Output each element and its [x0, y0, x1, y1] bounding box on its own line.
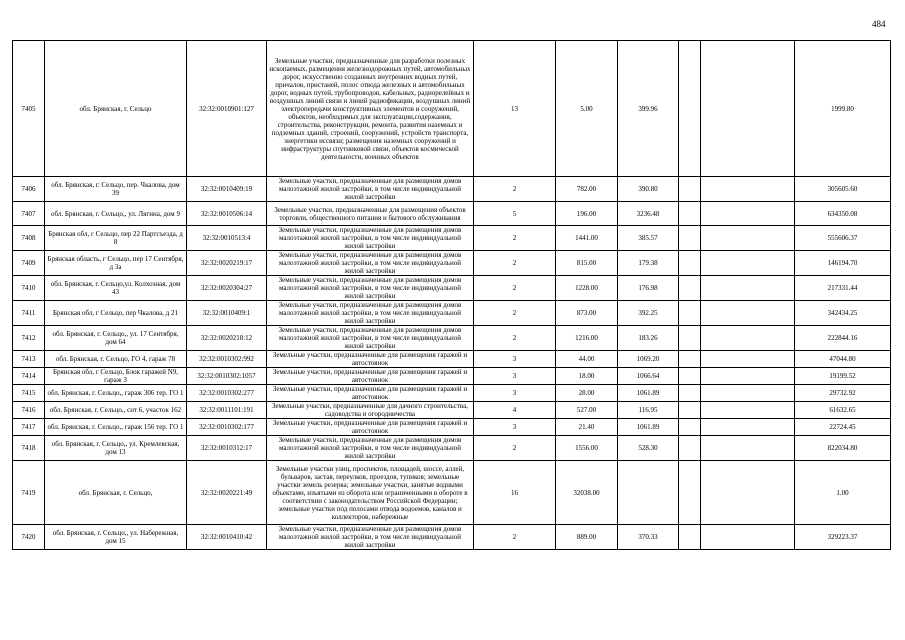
unit-value-cell: 370.33 [618, 525, 679, 550]
empty-cell [701, 419, 795, 436]
cadastral-value-cell: 822034.80 [795, 436, 891, 461]
row-number-cell: 7417 [13, 419, 45, 436]
category-cell: 2 [474, 326, 556, 351]
cadastral-value-cell: 329223.37 [795, 525, 891, 550]
area-cell: 28.00 [556, 385, 618, 402]
empty-cell [701, 177, 795, 202]
empty-cell [679, 202, 701, 226]
row-number-cell: 7410 [13, 276, 45, 301]
row-number-cell: 7418 [13, 436, 45, 461]
cadastral-number-cell: 32:32:0010410:42 [187, 525, 267, 550]
row-number-cell: 7413 [13, 351, 45, 368]
unit-value-cell: 1066.64 [618, 368, 679, 385]
cadastral-number-cell: 32:32:0010513:4 [187, 226, 267, 251]
table-row [13, 461, 891, 525]
cadastral-value-cell: 47044.80 [795, 351, 891, 368]
address-cell: обл. Брянская, г. Сельцо,, гараж 156 тер. ГО 1 [45, 419, 187, 436]
table-row [13, 251, 891, 276]
cadastral-number-cell: 32:32:0020221:49 [187, 461, 267, 525]
land-use-cell: Земельные участки, предназначенные для размещения домов малоэтажной жилой застройки, в том числе индивидуальной жилой застройки [267, 226, 474, 251]
land-use-cell: Земельные участки, предназначенные для разработки полезных ископаемых, размещения железнодорожных путей, автомобильных дорог, искусственно созданных внутренних водных путей, причалов, пристаней, полос отвода железных и автомобильных дорог, водных путей, трубопроводов, кабельных, радиорелейных и воздушных линий связи и линий радиофикации, воздушных линий электропередачи конструктивных элементов и сооружений, объектов, необходимых для эксплуатации,содержания, строительства, реконструкции, ремонта, развития наземных и подземных зданий, строений, сооружений, устройств транспорта, энергетики иссвязи; размещения наземных сооружений и инфраструктуры спутниковой связи, объектов космической деятельности, военных объектов [267, 41, 474, 177]
address-cell: обл. Брянская, г. Сельцо,, ул. Кремлевская, дом 13 [45, 436, 187, 461]
category-cell: 2 [474, 525, 556, 550]
cadastral-value-cell: 217331.44 [795, 276, 891, 301]
cadastral-value-cell: 22724.45 [795, 419, 891, 436]
table-body [13, 41, 891, 550]
table-row [13, 177, 891, 202]
empty-cell [679, 251, 701, 276]
cadastral-number-cell: 32:32:0020218:12 [187, 326, 267, 351]
address-cell: обл. Брянская, г. Сельцо,ул. Колхозная, дом 43 [45, 276, 187, 301]
row-number-cell: 7405 [13, 41, 45, 177]
row-number-cell: 7420 [13, 525, 45, 550]
table-row [13, 326, 891, 351]
land-use-cell: Земельные участки, предназначенные для размещения гаражей и автостоянок [267, 351, 474, 368]
table-row [13, 226, 891, 251]
address-cell: обл. Брянская, г. Сельцо,, ул. 17 Сентября, дом 64 [45, 326, 187, 351]
cadastral-number-cell: 32:32:0020219:17 [187, 251, 267, 276]
table-row [13, 525, 891, 550]
unit-value-cell: 3236.48 [618, 202, 679, 226]
cadastral-value-table [12, 40, 891, 550]
empty-cell [701, 461, 795, 525]
address-cell: обл. Брянская, г. Сельцо, пер. Чкалова, дом 39 [45, 177, 187, 202]
category-cell: 2 [474, 436, 556, 461]
row-number-cell: 7407 [13, 202, 45, 226]
cadastral-number-cell: 32:32:0020304:27 [187, 276, 267, 301]
table-row [13, 41, 891, 177]
cadastral-number-cell: 32:32:0010409:1 [187, 301, 267, 326]
land-use-cell: Земельные участки, предназначенные для размещения домов малоэтажной жилой застройки, в том числе индивидуальной жилой застройки [267, 251, 474, 276]
area-cell: 1556.00 [556, 436, 618, 461]
unit-value-cell [618, 461, 679, 525]
unit-value-cell: 385.57 [618, 226, 679, 251]
empty-cell [701, 251, 795, 276]
category-cell: 5 [474, 202, 556, 226]
category-cell: 2 [474, 276, 556, 301]
page-number: 484 [872, 19, 886, 29]
cadastral-number-cell: 32:32:0010302:277 [187, 385, 267, 402]
cadastral-number-cell: 32:32:0010506:14 [187, 202, 267, 226]
cadastral-value-cell: 19199.52 [795, 368, 891, 385]
land-use-cell: Земельные участки, предназначенные для размещения домов малоэтажной жилой застройки, в том числе индивидуальной жилой застройки [267, 525, 474, 550]
area-cell: 889.00 [556, 525, 618, 550]
land-use-cell: Земельные участки, предназначенные для дачного строительства, садоводства и огородничества [267, 402, 474, 419]
area-cell: 21.40 [556, 419, 618, 436]
category-cell: 3 [474, 385, 556, 402]
land-use-cell: Земельные участки, предназначенные для размещения объектов торговли, общественного питания и бытового обслуживания [267, 202, 474, 226]
land-use-cell: Земельные участки, предназначенные для размещения домов малоэтажной жилой застройки, в том числе индивидуальной жилой застройки [267, 276, 474, 301]
cadastral-value-cell: 1999.80 [795, 41, 891, 177]
address-cell: Брянская область, г Сельцо, пер 17 Сентября, д 3а [45, 251, 187, 276]
cadastral-number-cell: 32:32:0010312:17 [187, 436, 267, 461]
cadastral-value-cell: 634350.08 [795, 202, 891, 226]
land-use-cell: Земельные участки, предназначенные для размещения гаражей и автостоянок [267, 385, 474, 402]
category-cell: 4 [474, 402, 556, 419]
empty-cell [679, 461, 701, 525]
land-use-cell: Земельные участки улиц, проспектов, площадей, шоссе, аллей, бульваров, застав, переулков, проездов, тупиков; земельные участки земель резерва; земельные участки, занятые водными объектами, изъятыми из оборота или ограниченными в обороте в соответствии с законодательством Российской Федерации; земельные участки под полосами отвода водоемов, каналов и коллекторов, набережные [267, 461, 474, 525]
address-cell: обл. Брянская, г. Сельцо, [45, 461, 187, 525]
empty-cell [679, 226, 701, 251]
unit-value-cell: 183.26 [618, 326, 679, 351]
empty-cell [701, 402, 795, 419]
category-cell: 16 [474, 461, 556, 525]
table-row [13, 276, 891, 301]
empty-cell [679, 385, 701, 402]
address-cell: обл. Брянская, г. Сельцо,, ул. Лягина, дом 9 [45, 202, 187, 226]
table-row [13, 385, 891, 402]
table-row [13, 368, 891, 385]
area-cell: 815.00 [556, 251, 618, 276]
empty-cell [701, 41, 795, 177]
category-cell: 2 [474, 251, 556, 276]
area-cell: 196.00 [556, 202, 618, 226]
unit-value-cell: 1061.89 [618, 419, 679, 436]
category-cell: 3 [474, 419, 556, 436]
category-cell: 2 [474, 301, 556, 326]
cadastral-value-cell: 555606.37 [795, 226, 891, 251]
unit-value-cell: 390.80 [618, 177, 679, 202]
category-cell: 2 [474, 177, 556, 202]
area-cell: 527.00 [556, 402, 618, 419]
address-cell: Брянская обл, г Сельцо, пер 22 Партсъезда, д 8 [45, 226, 187, 251]
empty-cell [679, 419, 701, 436]
empty-cell [701, 525, 795, 550]
empty-cell [679, 436, 701, 461]
empty-cell [679, 41, 701, 177]
unit-value-cell: 1061.89 [618, 385, 679, 402]
empty-cell [701, 202, 795, 226]
address-cell: Брянская обл, г Сельцо, пер Чкалова, д 21 [45, 301, 187, 326]
row-number-cell: 7408 [13, 226, 45, 251]
unit-value-cell: 176.98 [618, 276, 679, 301]
address-cell: обл. Брянская, г. Сельцо, ГО 4, гараж 78 [45, 351, 187, 368]
unit-value-cell: 116.95 [618, 402, 679, 419]
empty-cell [701, 385, 795, 402]
row-number-cell: 7406 [13, 177, 45, 202]
category-cell: 13 [474, 41, 556, 177]
cadastral-value-cell: 61632.65 [795, 402, 891, 419]
land-use-cell: Земельные участки, предназначенные для размещения домов малоэтажной жилой застройки, в том числе индивидуальной жилой застройки [267, 436, 474, 461]
table-row [13, 419, 891, 436]
table-row [13, 301, 891, 326]
area-cell: 1228.00 [556, 276, 618, 301]
address-cell: обл. Брянская, г. Сельцо,, ул. Набережная, дом 15 [45, 525, 187, 550]
land-use-cell: Земельные участки, предназначенные для размещения гаражей и автостоянок [267, 419, 474, 436]
cadastral-value-cell: 222844.16 [795, 326, 891, 351]
cadastral-value-cell: 342434.25 [795, 301, 891, 326]
empty-cell [679, 351, 701, 368]
land-use-cell: Земельные участки, предназначенные для размещения гаражей и автостоянок [267, 368, 474, 385]
unit-value-cell: 1069.20 [618, 351, 679, 368]
cadastral-number-cell: 32:32:0010302:992 [187, 351, 267, 368]
area-cell: 873.00 [556, 301, 618, 326]
empty-cell [679, 368, 701, 385]
cadastral-number-cell: 32:32:0010901:127 [187, 41, 267, 177]
table-row [13, 202, 891, 226]
area-cell: 5.00 [556, 41, 618, 177]
empty-cell [701, 351, 795, 368]
row-number-cell: 7412 [13, 326, 45, 351]
row-number-cell: 7414 [13, 368, 45, 385]
land-use-cell: Земельные участки, предназначенные для размещения домов малоэтажной жилой застройки, в том числе индивидуальной жилой застройки [267, 177, 474, 202]
empty-cell [679, 402, 701, 419]
row-number-cell: 7416 [13, 402, 45, 419]
unit-value-cell: 528.30 [618, 436, 679, 461]
empty-cell [679, 525, 701, 550]
empty-cell [679, 177, 701, 202]
empty-cell [701, 436, 795, 461]
unit-value-cell: 392.25 [618, 301, 679, 326]
cadastral-number-cell: 32:32:0010409:19 [187, 177, 267, 202]
category-cell: 3 [474, 368, 556, 385]
area-cell: 32038.00 [556, 461, 618, 525]
empty-cell [701, 276, 795, 301]
empty-cell [679, 326, 701, 351]
land-use-cell: Земельные участки, предназначенные для размещения домов малоэтажной жилой застройки, в том числе индивидуальной жилой застройки [267, 301, 474, 326]
category-cell: 3 [474, 351, 556, 368]
area-cell: 1216.00 [556, 326, 618, 351]
cadastral-number-cell: 32:32:0010302:177 [187, 419, 267, 436]
empty-cell [701, 226, 795, 251]
empty-cell [679, 301, 701, 326]
table-row [13, 402, 891, 419]
cadastral-value-cell: 29732.92 [795, 385, 891, 402]
table-row [13, 351, 891, 368]
row-number-cell: 7419 [13, 461, 45, 525]
cadastral-number-cell: 32:32:0010302:1057 [187, 368, 267, 385]
row-number-cell: 7411 [13, 301, 45, 326]
table-row [13, 436, 891, 461]
address-cell: обл. Брянская, г. Сельцо,, гараж 306 тер. ГО 1 [45, 385, 187, 402]
area-cell: 1441.00 [556, 226, 618, 251]
empty-cell [701, 301, 795, 326]
cadastral-number-cell: 32:32:0011101:191 [187, 402, 267, 419]
row-number-cell: 7415 [13, 385, 45, 402]
address-cell: обл. Брянская, г. Сельцо,, снт 6, участок 162 [45, 402, 187, 419]
unit-value-cell: 179.38 [618, 251, 679, 276]
cadastral-value-cell: 1.00 [795, 461, 891, 525]
empty-cell [701, 326, 795, 351]
unit-value-cell: 399.96 [618, 41, 679, 177]
area-cell: 782.00 [556, 177, 618, 202]
cadastral-value-cell: 146194.70 [795, 251, 891, 276]
row-number-cell: 7409 [13, 251, 45, 276]
area-cell: 44.00 [556, 351, 618, 368]
address-cell: обл. Брянская, г. Сельцо [45, 41, 187, 177]
address-cell: Брянская обл, г Сельцо, Блок гаражей N9, гараж 3 [45, 368, 187, 385]
land-use-cell: Земельные участки, предназначенные для размещения домов малоэтажной жилой застройки, в том числе индивидуальной жилой застройки [267, 326, 474, 351]
empty-cell [679, 276, 701, 301]
empty-cell [701, 368, 795, 385]
category-cell: 2 [474, 226, 556, 251]
cadastral-value-cell: 305605.60 [795, 177, 891, 202]
area-cell: 18.00 [556, 368, 618, 385]
